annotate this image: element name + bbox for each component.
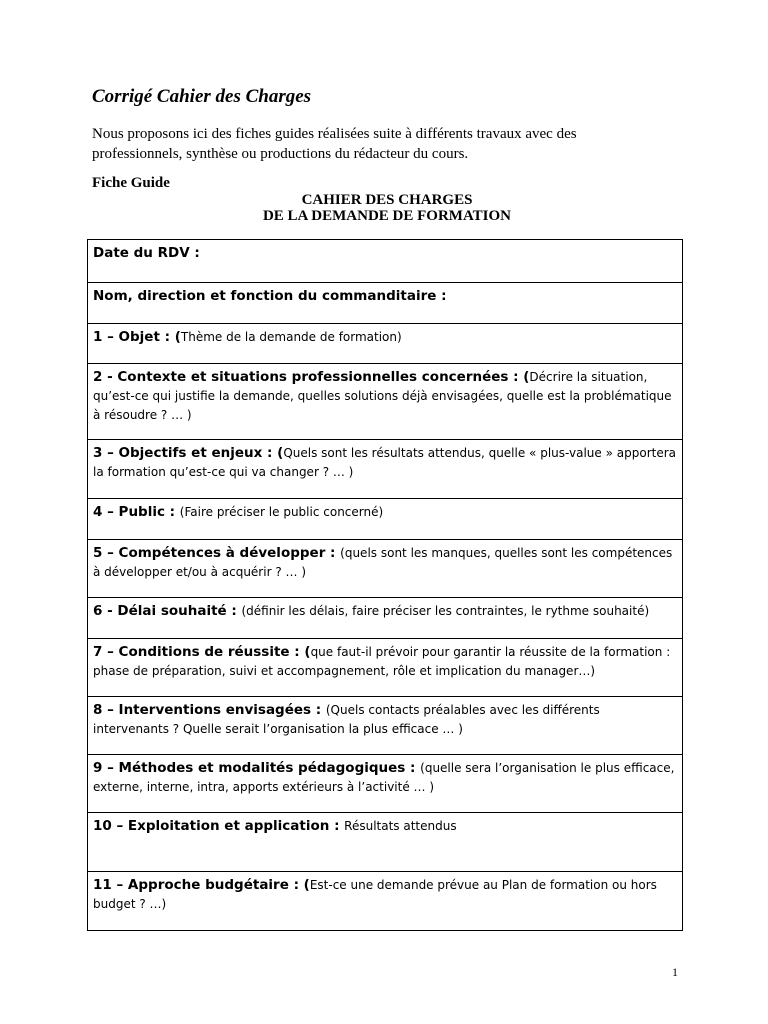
row-hint: que faut-il prévoir pour garantir la réussite de la formation : phase de préparation, suivi et accompagnement, rôle et implication du manager…): [93, 645, 671, 678]
row-hint: (définir les délais, faire préciser les contraintes, le rythme souhaité): [241, 604, 650, 618]
row-hint: (Faire préciser le public concerné): [179, 505, 384, 519]
row-hint: Quels sont les résultats attendus, quelle « plus-value » apportera la formation qu’est-ce qui va changer ? … ): [93, 446, 677, 479]
row-label: 8 – Interventions envisagées :: [93, 702, 326, 718]
form-row-delai: [88, 597, 682, 638]
row-hint: Est-ce une demande prévue au Plan de formation ou hors budget ? …): [93, 878, 657, 911]
row-label: 10 – Exploitation et application :: [93, 818, 345, 834]
form-heading-line2: DE LA DEMANDE DE FORMATION: [262, 208, 512, 224]
form-row-public: [88, 498, 682, 539]
row-label: 7 – Conditions de réussite : (: [93, 644, 311, 660]
form-row-interventions: [88, 696, 682, 754]
form-row-budget: [88, 871, 682, 930]
form-row-objectifs: [88, 439, 682, 498]
page-number: 1: [672, 965, 678, 979]
row-label: 2 - Contexte et situations professionnelles concernées : (: [93, 369, 530, 385]
row-label: 1 – Objet : (: [93, 329, 181, 345]
form-row-competences: [88, 539, 682, 597]
form-row-commanditaire: [88, 282, 682, 323]
row-hint: (quels sont les manques, quelles sont les compétences à développer et/ou à acquérir ? … ): [93, 546, 673, 579]
row-label: 9 – Méthodes et modalités pédagogiques :: [93, 760, 421, 776]
document-title: Corrigé Cahier des Charges: [92, 86, 312, 107]
form-row-date: [88, 240, 682, 282]
row-hint: Thème de la demande de formation): [180, 330, 402, 344]
row-label: 4 – Public :: [93, 504, 180, 520]
row-hint: (quelle sera l’organisation le plus efficace, externe, interne, intra, apports extérieurs à l’activité … ): [93, 761, 675, 794]
form-row-methodes: [88, 754, 682, 812]
form-table: [87, 239, 683, 931]
form-row-exploitation: [88, 812, 682, 871]
form-row-conditions: [88, 638, 682, 696]
row-label: 3 – Objectifs et enjeux : (: [93, 445, 284, 461]
row-label: 11 – Approche budgétaire : (: [93, 877, 310, 893]
form-heading-line1: CAHIER DES CHARGES: [301, 192, 473, 208]
row-label: Nom, direction et fonction du commanditaire :: [93, 288, 447, 304]
row-label: Date du RDV :: [93, 245, 200, 261]
form-row-objet: [88, 323, 682, 363]
row-hint: Résultats attendus: [344, 819, 457, 833]
intro-paragraph: Nous proposons ici des fiches guides réalisées suite à différents travaux avec des professionnels, synthèse ou productions du rédacteur du cours.: [92, 126, 577, 162]
row-hint: (Quels contacts préalables avec les différents intervenants ? Quelle serait l’organisation la plus efficace … ): [93, 703, 600, 736]
fiche-guide-label: Fiche Guide: [92, 175, 170, 191]
row-hint: Décrire la situation, qu’est-ce qui justifie la demande, quelles solutions déjà envisagées, quelle est la problématique à résoudre ? … ): [93, 370, 672, 422]
row-label: 5 – Compétences à développer :: [93, 545, 341, 561]
row-label: 6 - Délai souhaité :: [93, 603, 242, 619]
form-row-contexte: [88, 363, 682, 439]
